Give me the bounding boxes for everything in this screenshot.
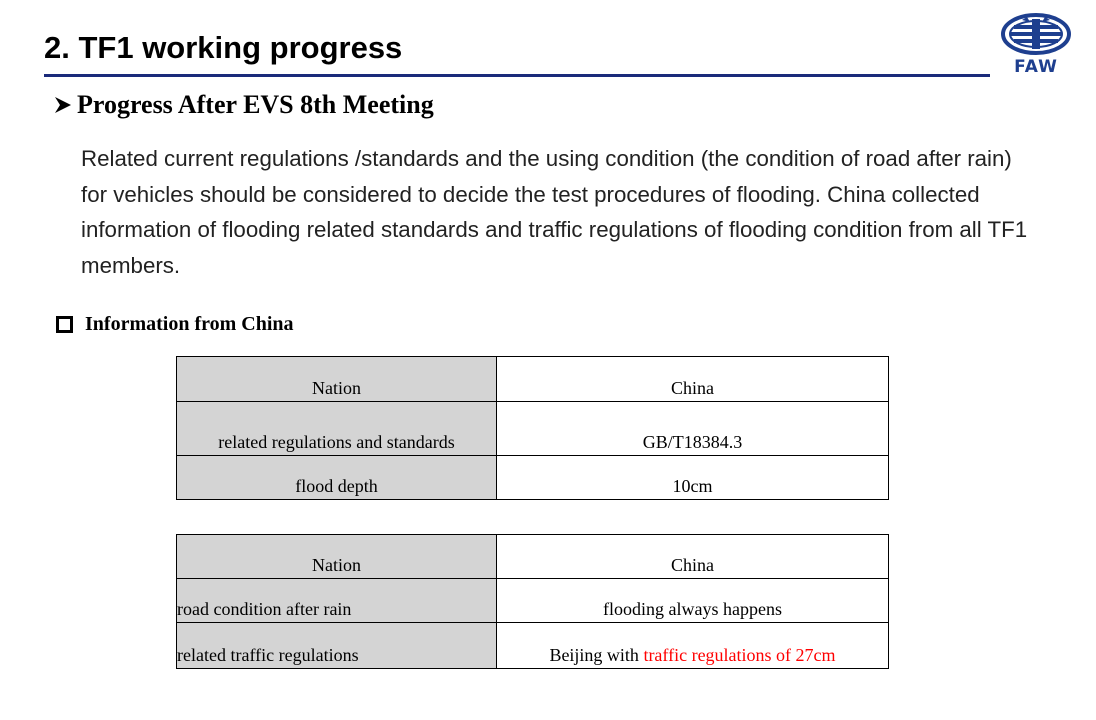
table-cell-label: flood depth xyxy=(177,456,497,500)
table-cell-label: Nation xyxy=(177,535,497,579)
table-cell-value: China xyxy=(497,535,889,579)
table-cell-value: 10cm xyxy=(497,456,889,500)
table-cell-label: Nation xyxy=(177,357,497,402)
highlighted-value-text: traffic regulations of 27cm xyxy=(643,645,836,665)
table-row xyxy=(177,623,889,669)
table-cell-label: related traffic regulations xyxy=(177,623,497,669)
slide-title: 2. TF1 working progress xyxy=(44,30,403,65)
table-row xyxy=(177,456,889,500)
traffic-table xyxy=(176,534,889,669)
table-row xyxy=(177,402,889,456)
subheading-text: Progress After EVS 8th Meeting xyxy=(77,90,434,119)
table-cell-value xyxy=(497,623,889,669)
title-underline xyxy=(44,74,990,77)
logo-text: FAW xyxy=(1014,57,1058,77)
arrow-bullet-icon xyxy=(52,94,74,116)
table-cell-value: China xyxy=(497,357,889,402)
table-cell-label: road condition after rain xyxy=(177,579,497,623)
standards-table xyxy=(176,356,889,500)
section-subheading xyxy=(52,90,434,120)
info-heading xyxy=(56,313,294,336)
value-text: Beijing with xyxy=(549,645,644,665)
table-row xyxy=(177,579,889,623)
table-cell-value: flooding always happens xyxy=(497,579,889,623)
table-cell-label: related regulations and standards xyxy=(177,402,497,456)
table-cell-value: GB/T18384.3 xyxy=(497,402,889,456)
square-bullet-icon xyxy=(56,316,73,333)
body-paragraph: Related current regulations /standards and the using condition (the condition of road after rain) for vehicles should be considered to decide the test procedures of flooding. China collected information of flooding related standards and traffic regulations of flooding condition from all TF1 members. xyxy=(81,146,1028,278)
faw-logo-icon xyxy=(999,12,1073,58)
info-heading-text: Information from China xyxy=(85,313,294,335)
faw-logo xyxy=(999,12,1073,80)
table-row xyxy=(177,357,889,402)
table-row xyxy=(177,535,889,579)
